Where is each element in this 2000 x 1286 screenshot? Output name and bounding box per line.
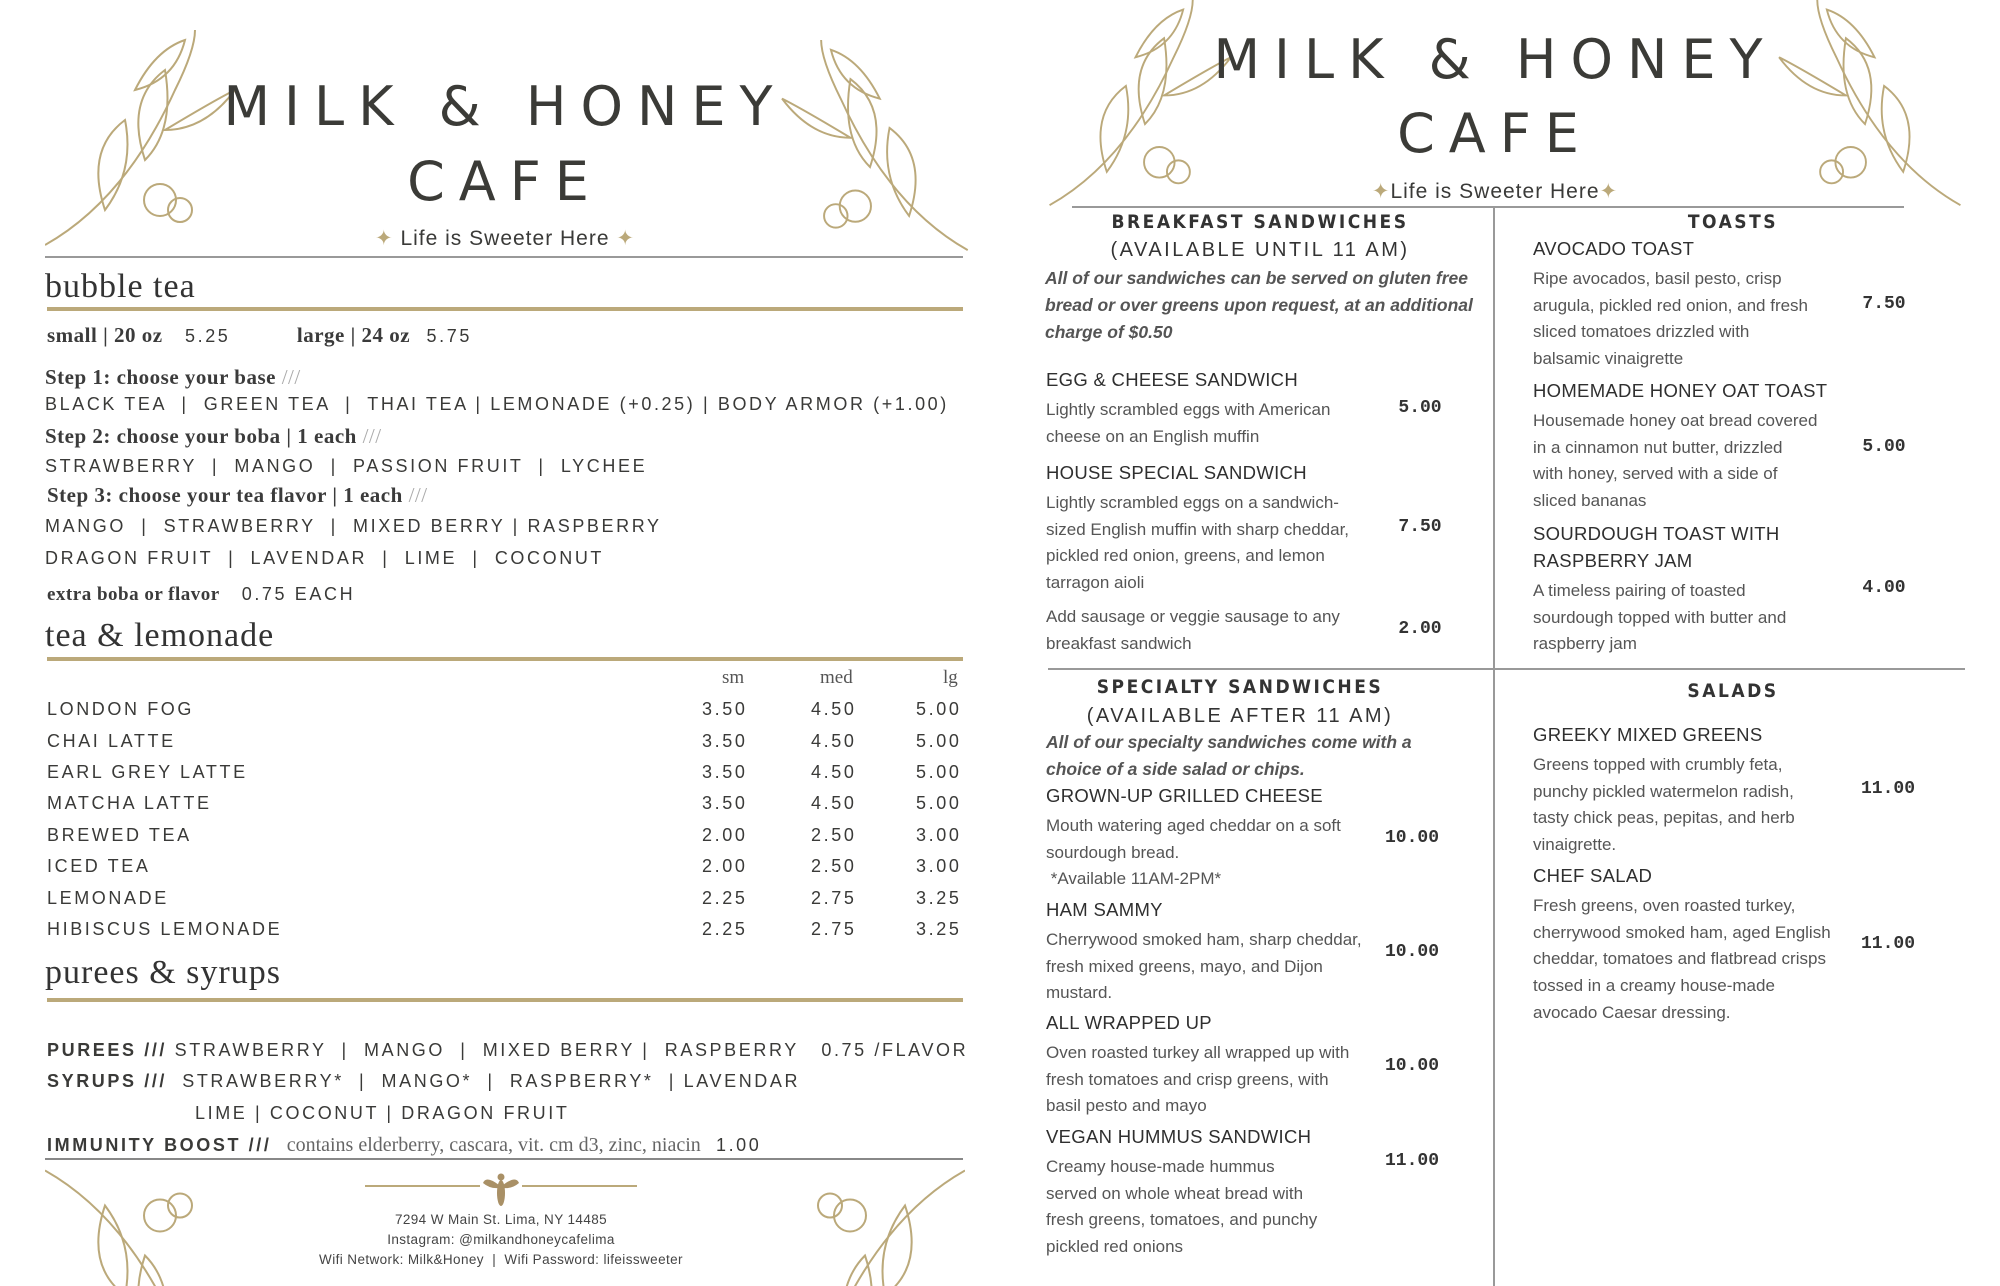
breakfast-availability: (AVAILABLE UNTIL 11 AM) (1110, 239, 1410, 261)
menu-item-description: pickled red onions (1046, 1237, 1184, 1257)
separator: /// (362, 424, 382, 448)
menu-item-price: 7.50 (1398, 517, 1442, 537)
menu-item-name: HOMEMADE HONEY OAT TOAST (1533, 380, 1828, 401)
tea-row-price-med: 2.50 (811, 856, 857, 876)
menu-item-price: 4.00 (1862, 578, 1906, 598)
menu-item-price: 11.00 (1860, 934, 1916, 954)
footer-wifi: Wifi Network: Milk&Honey | Wifi Password: lifeissweeter (319, 1252, 683, 1267)
tea-row-price-lg: 3.00 (916, 825, 962, 845)
menu-item-description: Housemade honey oat bread covered (1533, 411, 1818, 430)
tea-row-name: LEMONADE (47, 888, 169, 908)
tea-row-name: BREWED TEA (47, 825, 192, 845)
column-header-lg: lg (943, 667, 958, 688)
menu-item-name: HAM SAMMY (1046, 899, 1163, 920)
step-2-heading (45, 424, 382, 449)
leaf-ornament-icon (45, 1165, 245, 1286)
menu-item-description: A timeless pairing of toasted (1533, 581, 1746, 600)
section-heading-bubble-tea: bubble tea (45, 268, 196, 305)
section-heading-salads: SALADS (1687, 680, 1779, 702)
divider (47, 998, 963, 1002)
menu-item-description: in a cinnamon nut butter, drizzled (1533, 437, 1783, 457)
bee-icon: ✦ (1371, 180, 1391, 203)
menu-item-description: with honey, served with a side of (1533, 464, 1778, 484)
menu-item-name: CHEF SALAD (1533, 865, 1653, 886)
separator: /// (281, 365, 301, 389)
large-size-label: large | 24 oz (296, 323, 411, 347)
tea-row-name: ICED TEA (47, 856, 151, 876)
menu-item-description: Oven roasted turkey all wrapped up with (1046, 1043, 1350, 1062)
menu-item-description: Ripe avocados, basil pesto, crisp (1533, 269, 1782, 288)
syrups-row (47, 1071, 800, 1092)
menu-item-name: GREEKY MIXED GREENS (1533, 724, 1763, 745)
menu-item-description: sliced bananas (1533, 491, 1647, 511)
divider (45, 256, 963, 258)
cafe-title: MILK & HONEY (1213, 28, 1777, 91)
tea-row-price-lg: 3.25 (916, 919, 962, 939)
menu-item-description: Greens topped with crumbly feta, (1533, 755, 1783, 774)
menu-item-description: Creamy house-made hummus (1046, 1157, 1275, 1176)
syrups-label: SYRUPS /// (47, 1071, 168, 1091)
leaf-ornament-icon (1765, 0, 1965, 210)
menu-item-description: tossed in a creamy house-made (1533, 976, 1775, 996)
extra-label: extra boba or flavor (47, 584, 220, 605)
bee-icon (482, 1167, 520, 1211)
footer-instagram: Instagram: @milkandhoneycafelima (387, 1232, 615, 1247)
section-heading-specialty: SPECIALTY SANDWICHES (1096, 676, 1384, 698)
tea-row-price-med: 4.50 (811, 762, 857, 782)
divider (522, 1185, 637, 1187)
tea-row-price-sm: 2.00 (702, 856, 748, 876)
menu-item-description: Lightly scrambled eggs on a sandwich- (1046, 493, 1339, 512)
menu-item-description: sliced tomatoes drizzled with (1533, 322, 1750, 342)
divider (47, 657, 963, 661)
small-price: 5.25 (184, 326, 231, 346)
menu-item-description: punchy pickled watermelon radish, (1533, 781, 1794, 801)
section-heading-purees-syrups: purees & syrups (45, 954, 281, 991)
tagline-text: Life is Sweeter Here (1390, 180, 1600, 203)
menu-item-description: pickled red onion, greens, and lemon (1046, 546, 1325, 566)
tea-row-price-med: 2.75 (811, 919, 857, 939)
step-2-label: Step 2: choose your boba | 1 each (45, 424, 357, 448)
tea-row-name: LONDON FOG (47, 699, 195, 719)
tea-row-price-lg: 3.25 (916, 888, 962, 908)
step-3-heading (47, 483, 428, 508)
tea-row-price-sm: 2.25 (702, 919, 748, 939)
tea-row-price-sm: 3.50 (702, 731, 748, 751)
tea-row-name: CHAI LATTE (47, 731, 176, 751)
menu-item-name: VEGAN HUMMUS SANDWICH (1046, 1126, 1312, 1147)
bee-icon: ✦ (1599, 180, 1619, 203)
step-3-label: Step 3: choose your tea flavor | 1 each (47, 483, 403, 507)
purees-options: STRAWBERRY | MANGO | MIXED BERRY | RASPBERRY (174, 1040, 799, 1060)
menu-item-price: 10.00 (1384, 828, 1440, 848)
leaf-ornament-icon (770, 40, 970, 255)
menu-item-description: vinaigrette. (1533, 835, 1617, 855)
leaf-ornament-icon (765, 1165, 965, 1286)
menu-item-price: 11.00 (1860, 779, 1916, 799)
menu-item-description: sourdough bread. (1046, 842, 1180, 862)
menu-item-price: 7.50 (1862, 294, 1906, 314)
purees-price: 0.75 /FLAVOR (821, 1040, 969, 1060)
tagline (1295, 179, 1695, 204)
purees-label: PUREES /// (47, 1040, 168, 1060)
immunity-desc: contains elderberry, cascara, vit. cm d3, zinc, niacin (286, 1134, 701, 1156)
menu-item-name: HOUSE SPECIAL SANDWICH (1046, 462, 1307, 483)
menu-item-description: arugula, pickled red onion, and fresh (1533, 295, 1809, 315)
menu-item-description: cherrywood smoked ham, aged English (1533, 922, 1831, 942)
column-divider (1493, 207, 1495, 1286)
menu-item-description: breakfast sandwich (1046, 633, 1192, 653)
divider (45, 1158, 963, 1160)
immunity-label: IMMUNITY BOOST /// (47, 1135, 272, 1155)
step-3-options-2: DRAGON FRUIT | LAVENDAR | LIME | COCONUT (45, 548, 605, 568)
tagline (305, 226, 705, 251)
menu-item-price: 10.00 (1384, 942, 1440, 962)
column-header-sm: sm (722, 667, 745, 688)
step-1-label: Step 1: choose your base (45, 365, 276, 389)
menu-item-description: cheese on an English muffin (1046, 426, 1260, 446)
menu-item-description: Add sausage or veggie sausage to any (1046, 607, 1340, 626)
menu-item-description: fresh mixed greens, mayo, and Dijon (1046, 956, 1323, 976)
leaf-ornament-icon (45, 30, 245, 250)
cafe-title-line2: CAFE (407, 150, 603, 213)
menu-item-price: 11.00 (1384, 1151, 1440, 1171)
specialty-availability: (AVAILABLE AFTER 11 AM) (1086, 705, 1394, 727)
separator: /// (408, 483, 428, 507)
tagline-text: Life is Sweeter Here (400, 227, 610, 250)
section-heading-tea-lemonade: tea & lemonade (45, 617, 275, 654)
footer-address: 7294 W Main St. Lima, NY 14485 (394, 1212, 608, 1227)
section-heading-toasts: TOASTS (1687, 211, 1779, 233)
tea-row-name: MATCHA LATTE (47, 793, 212, 813)
menu-item-name: GROWN-UP GRILLED CHEESE (1046, 785, 1323, 806)
extra-boba (47, 584, 355, 606)
tea-row-price-lg: 3.00 (916, 856, 962, 876)
tea-row-price-lg: 5.00 (916, 699, 962, 719)
step-3-options: MANGO | STRAWBERRY | MIXED BERRY | RASPBERRY (45, 516, 662, 536)
menu-item-description: tarragon aioli (1046, 573, 1145, 593)
divider (1048, 668, 1965, 670)
step-2-options: STRAWBERRY | MANGO | PASSION FRUIT | LYCHEE (45, 456, 648, 476)
tea-row-price-sm: 3.50 (702, 793, 748, 813)
tea-row-price-sm: 3.50 (702, 699, 748, 719)
menu-item-name: SOURDOUGH TOAST WITH (1533, 523, 1780, 544)
menu-item-description: sourdough topped with butter and (1533, 607, 1787, 627)
purees-row (47, 1040, 968, 1061)
bee-icon: ✦ (609, 227, 635, 250)
menu-item-price: 5.00 (1398, 398, 1442, 418)
menu-item-description: fresh greens, tomatoes, and punchy (1046, 1210, 1318, 1230)
menu-item-description: served on whole wheat bread with (1046, 1183, 1304, 1203)
menu-item-name: EGG & CHEESE SANDWICH (1046, 369, 1298, 390)
immunity-price: 1.00 (715, 1135, 762, 1155)
step-1-options: BLACK TEA | GREEN TEA | THAI TEA | LEMONADE (+0.25) | BODY ARMOR (+1.00) (45, 394, 949, 414)
menu-item-description: balsamic vinaigrette (1533, 349, 1684, 369)
menu-item-description: basil pesto and mayo (1046, 1096, 1207, 1116)
column-header-med: med (820, 667, 853, 688)
menu-item-description: Lightly scrambled eggs with American (1046, 400, 1331, 419)
tea-row-name: EARL GREY LATTE (47, 762, 248, 782)
step-1-heading (45, 365, 301, 390)
divider (1072, 206, 1904, 208)
menu-item-description: mustard. (1046, 983, 1113, 1003)
small-size-label: small | 20 oz (47, 323, 163, 347)
tea-row-price-med: 2.50 (811, 825, 857, 845)
tea-row-price-med: 4.50 (811, 793, 857, 813)
tea-row-price-sm: 2.25 (702, 888, 748, 908)
immunity-row (47, 1134, 761, 1157)
menu-item-price: 5.00 (1862, 437, 1906, 457)
syrups-options: STRAWBERRY* | MANGO* | RASPBERRY* | LAVENDAR (182, 1071, 801, 1091)
tea-row-price-lg: 5.00 (916, 793, 962, 813)
extra-price: 0.75 EACH (241, 584, 356, 604)
menu-item-description: avocado Caesar dressing. (1533, 1002, 1731, 1022)
menu-item-price: 2.00 (1398, 619, 1442, 639)
specialty-note: All of our specialty sandwiches come with a choice of a side salad or chips. (1046, 732, 1412, 779)
tea-row-price-med: 4.50 (811, 699, 857, 719)
tea-row-price-sm: 3.50 (702, 762, 748, 782)
breakfast-note: All of our sandwiches can be served on gluten free bread or over greens upon request, at an additional charge of $0.50 (1045, 268, 1473, 342)
size-prices (47, 323, 472, 348)
menu-item-description: raspberry jam (1533, 634, 1637, 654)
tea-row-name: HIBISCUS LEMONADE (47, 919, 283, 939)
tea-row-price-med: 2.75 (811, 888, 857, 908)
menu-item-description: *Available 11AM-2PM* (1046, 869, 1222, 889)
tea-row-price-sm: 2.00 (702, 825, 748, 845)
tea-row-price-med: 4.50 (811, 731, 857, 751)
menu-item-description: tasty chick peas, pepitas, and herb (1533, 808, 1795, 828)
syrups-options-2: LIME | COCONUT | DRAGON FRUIT (195, 1103, 570, 1123)
large-price: 5.75 (426, 326, 472, 346)
menu-item-name: ALL WRAPPED UP (1046, 1012, 1212, 1033)
menu-item-name: RASPBERRY JAM (1533, 550, 1693, 571)
menu-item-description: sized English muffin with sharp cheddar, (1046, 519, 1350, 539)
divider (47, 307, 963, 311)
cafe-title-line2: CAFE (1397, 102, 1593, 165)
menu-item-description: Cherrywood smoked ham, sharp cheddar, (1046, 930, 1362, 949)
cafe-title: MILK & HONEY (223, 75, 787, 138)
menu-item-price: 10.00 (1384, 1056, 1440, 1076)
divider (365, 1185, 480, 1187)
menu-item-description: cheddar, tomatoes and flatbread crisps (1533, 949, 1826, 969)
menu-item-name: AVOCADO TOAST (1533, 238, 1695, 259)
tea-row-price-lg: 5.00 (916, 762, 962, 782)
section-heading-breakfast: BREAKFAST SANDWICHES (1111, 211, 1409, 233)
menu-item-description: Fresh greens, oven roasted turkey, (1533, 896, 1796, 915)
menu-item-description: Mouth watering aged cheddar on a soft (1046, 816, 1341, 835)
tea-row-price-lg: 5.00 (916, 731, 962, 751)
menu-item-description: fresh tomatoes and crisp greens, with (1046, 1069, 1329, 1089)
bee-icon: ✦ (375, 227, 401, 250)
